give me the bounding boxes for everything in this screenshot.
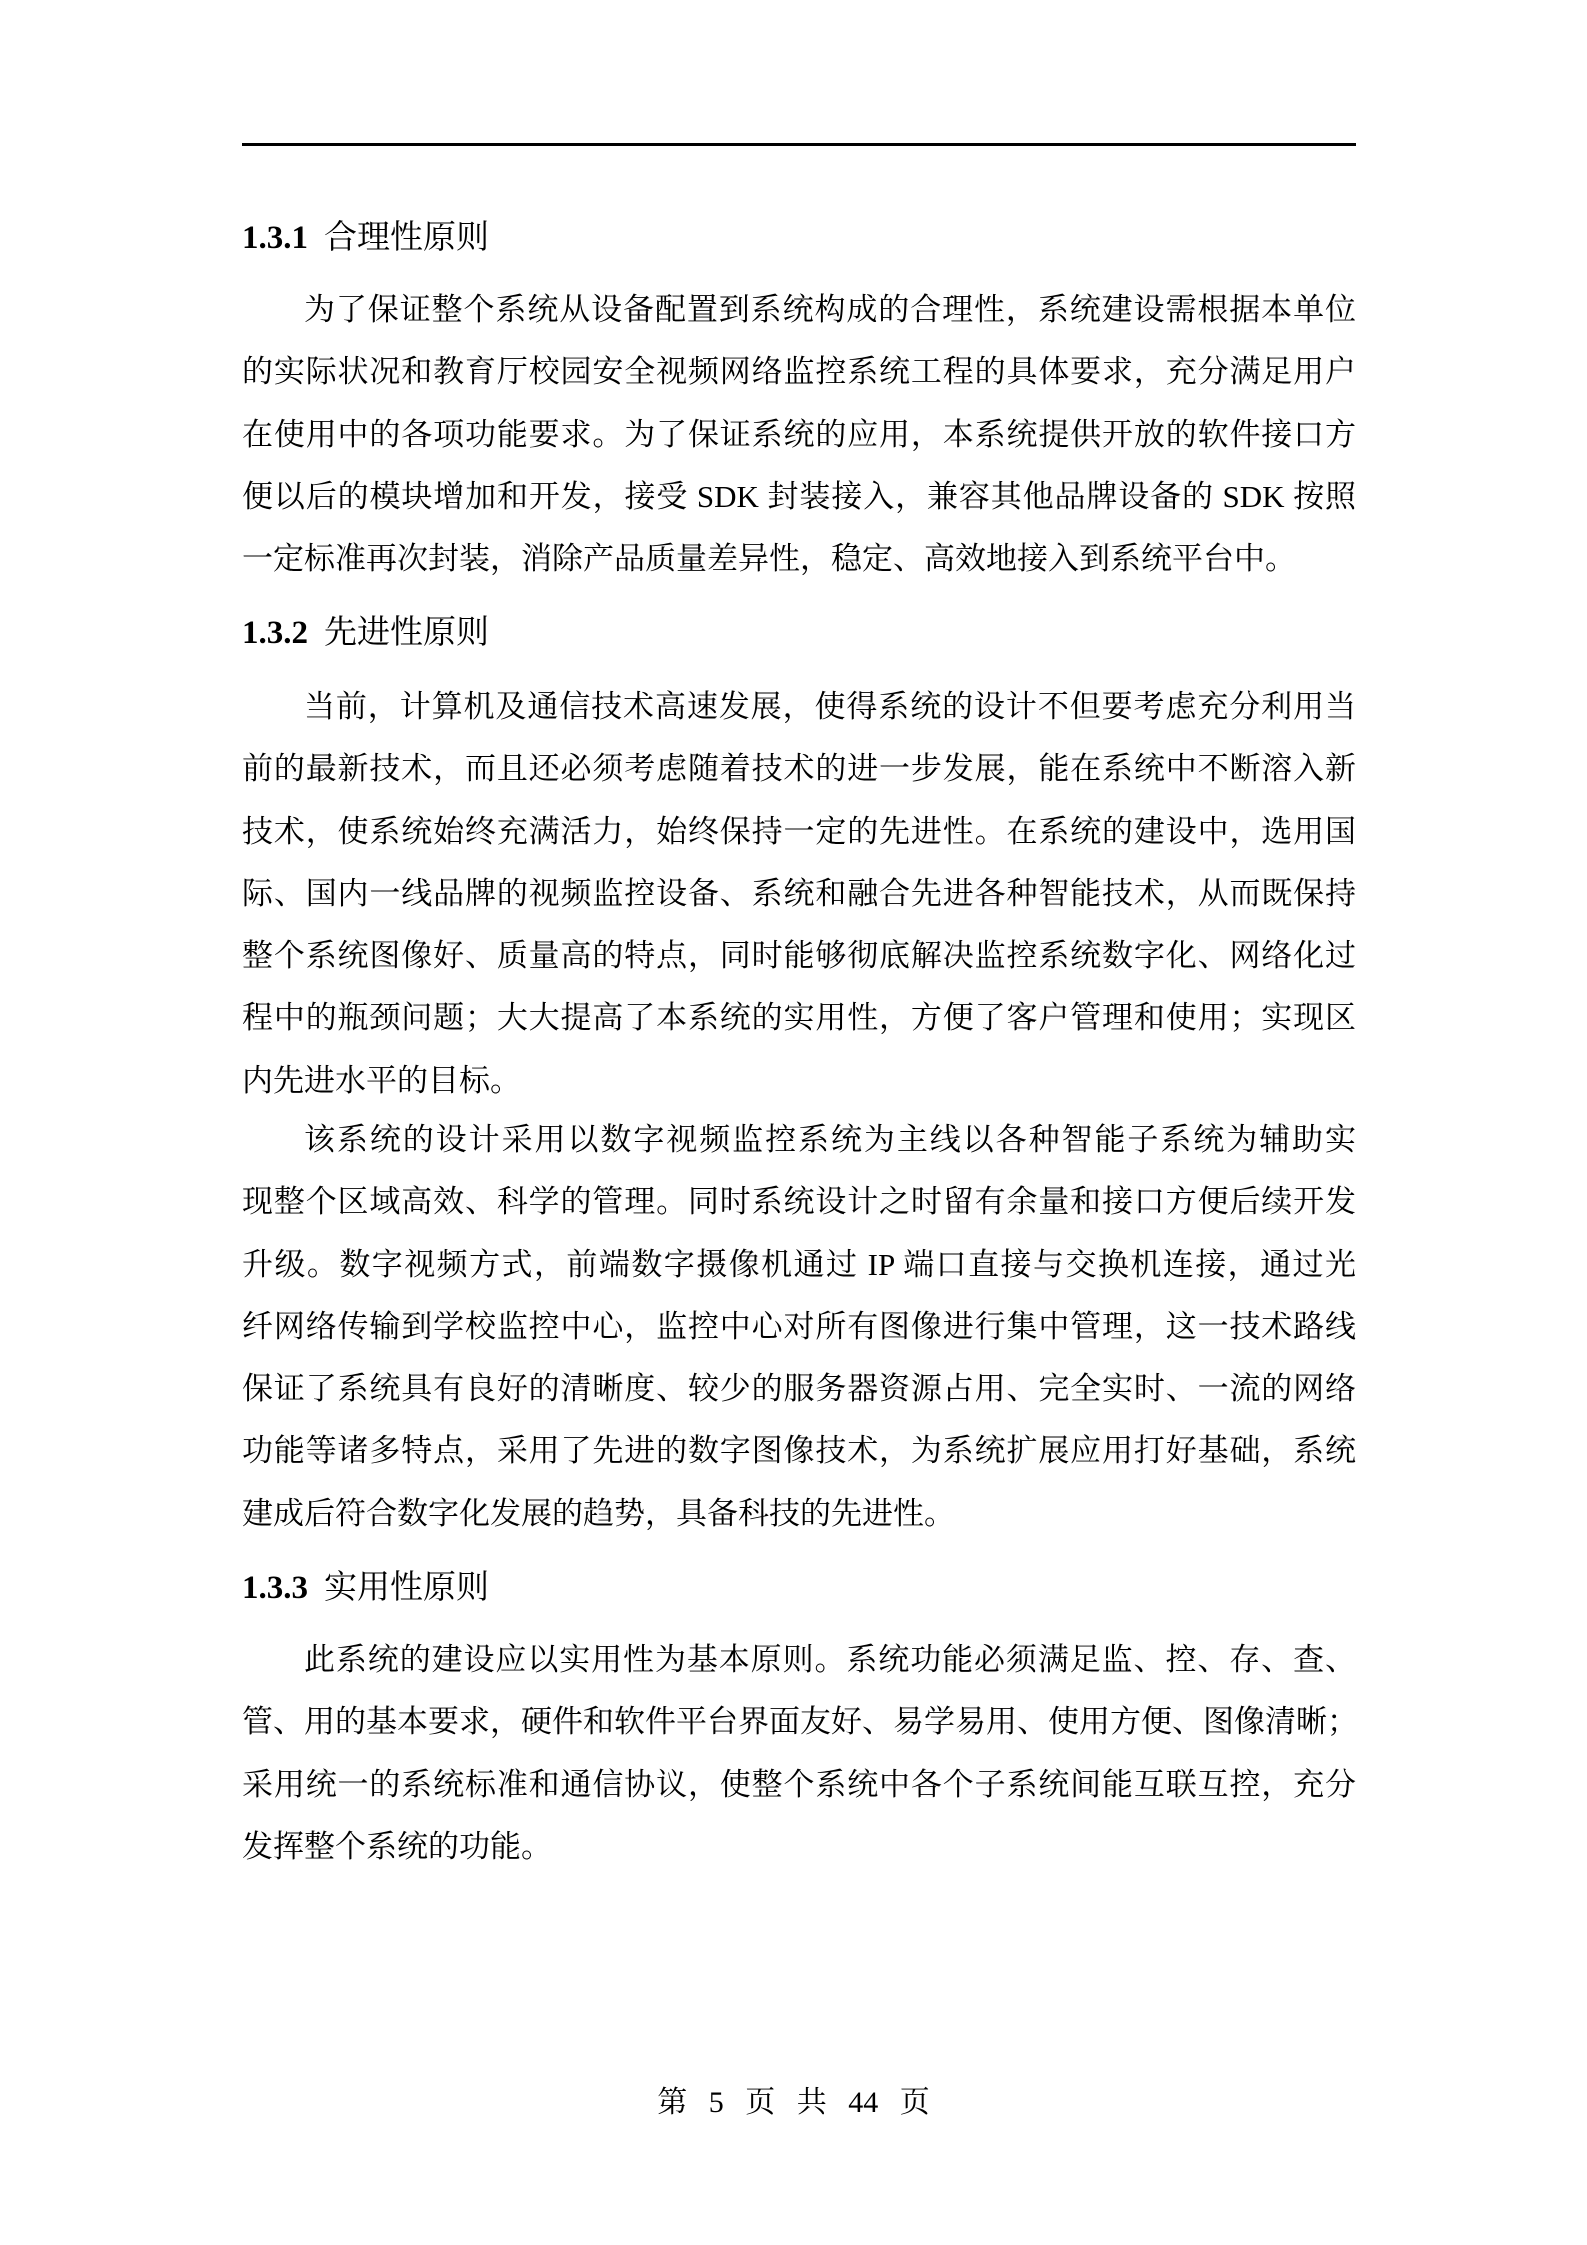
footer-suffix: 页: [899, 2086, 930, 2119]
paragraph-line: 发挥整个系统的功能。: [242, 1828, 552, 1864]
paragraph-line: 现整个区域高效、科学的管理。同时系统设计之时留有余量和接口方便后续开发: [242, 1184, 1356, 1220]
paragraph-line: 前的最新技术，而且还必须考虑随着技术的进一步发展，能在系统中不断溶入新: [242, 751, 1356, 787]
paragraph-line: 在使用中的各项功能要求。为了保证系统的应用，本系统提供开放的软件接口方: [242, 416, 1356, 452]
paragraph-line: 的实际状况和教育厅校园安全视频网络监控系统工程的具体要求，充分满足用户: [242, 354, 1356, 390]
section-heading: [242, 601, 1356, 663]
paragraph-line: 建成后符合数字化发展的趋势，具备科技的先进性。: [242, 1495, 955, 1531]
section-number: 1.3.1: [242, 220, 308, 256]
paragraph-line: 技术，使系统始终充满活力，始终保持一定的先进性。在系统的建设中，选用国: [242, 813, 1356, 849]
section-title: 实用性原则: [324, 1567, 489, 1606]
section-heading: [242, 206, 1356, 268]
paragraph-line: 该系统的设计采用以数字视频监控系统为主线以各种智能子系统为辅助实: [304, 1122, 1356, 1157]
footer-mid: 页 共: [745, 2086, 827, 2119]
paragraph-line: 升级。数字视频方式，前端数字摄像机通过 IP 端口直接与交换机连接，通过光: [242, 1246, 1356, 1282]
paragraph-line: 功能等诸多特点，采用了先进的数字图像技术，为系统扩展应用打好基础，系统: [242, 1433, 1356, 1469]
paragraph-line: 为了保证整个系统从设备配置到系统构成的合理性，系统建设需根据本单位: [304, 292, 1356, 327]
section-title: 合理性原则: [324, 217, 489, 256]
paragraph-line: 便以后的模块增加和开发，接受 SDK 封装接入，兼容其他品牌设备的 SDK 按照: [242, 478, 1356, 514]
paragraph: [242, 1109, 1356, 1545]
paragraph-line: 此系统的建设应以实用性为基本原则。系统功能必须满足监、控、存、查、: [304, 1642, 1356, 1677]
section-title: 先进性原则: [324, 612, 489, 651]
header-rule: [242, 143, 1356, 146]
section-number: 1.3.2: [242, 615, 308, 651]
footer-page-number: 5: [708, 2086, 724, 2119]
paragraph-line: 管、用的基本要求，硬件和软件平台界面友好、易学易用、使用方便、图像清晰；: [242, 1704, 1358, 1740]
paragraph-line: 际、国内一线品牌的视频监控设备、系统和融合先进各种智能技术，从而既保持: [242, 875, 1356, 911]
paragraph-line: 保证了系统具有良好的清晰度、较少的服务器资源占用、完全实时、一流的网络: [242, 1371, 1356, 1407]
footer-prefix: 第: [657, 2086, 688, 2119]
paragraph: [242, 279, 1356, 590]
page-footer: [0, 2085, 1587, 2121]
paragraph-line: 程中的瓶颈问题；大大提高了本系统的实用性，方便了客户管理和使用；实现区: [242, 1000, 1356, 1036]
paragraph-line: 当前，计算机及通信技术高速发展，使得系统的设计不但要考虑充分利用当: [304, 689, 1356, 724]
paragraph-line: 纤网络传输到学校监控中心，监控中心对所有图像进行集中管理，这一技术路线: [242, 1308, 1356, 1344]
paragraph-line: 内先进水平的目标。: [242, 1062, 521, 1098]
paragraph-line: 采用统一的系统标准和通信协议，使整个系统中各个子系统间能互联互控，充分: [242, 1766, 1356, 1802]
paragraph: [242, 1629, 1356, 1878]
section-heading: [242, 1556, 1356, 1618]
section-number: 1.3.3: [242, 1570, 308, 1606]
footer-total-pages: 44: [848, 2086, 879, 2119]
paragraph-line: 一定标准再次封装，消除产品质量差异性，稳定、高效地接入到系统平台中。: [242, 541, 1296, 577]
paragraph-line: 整个系统图像好、质量高的特点，同时能够彻底解决监控系统数字化、网络化过: [242, 938, 1356, 974]
paragraph: [242, 676, 1356, 1112]
